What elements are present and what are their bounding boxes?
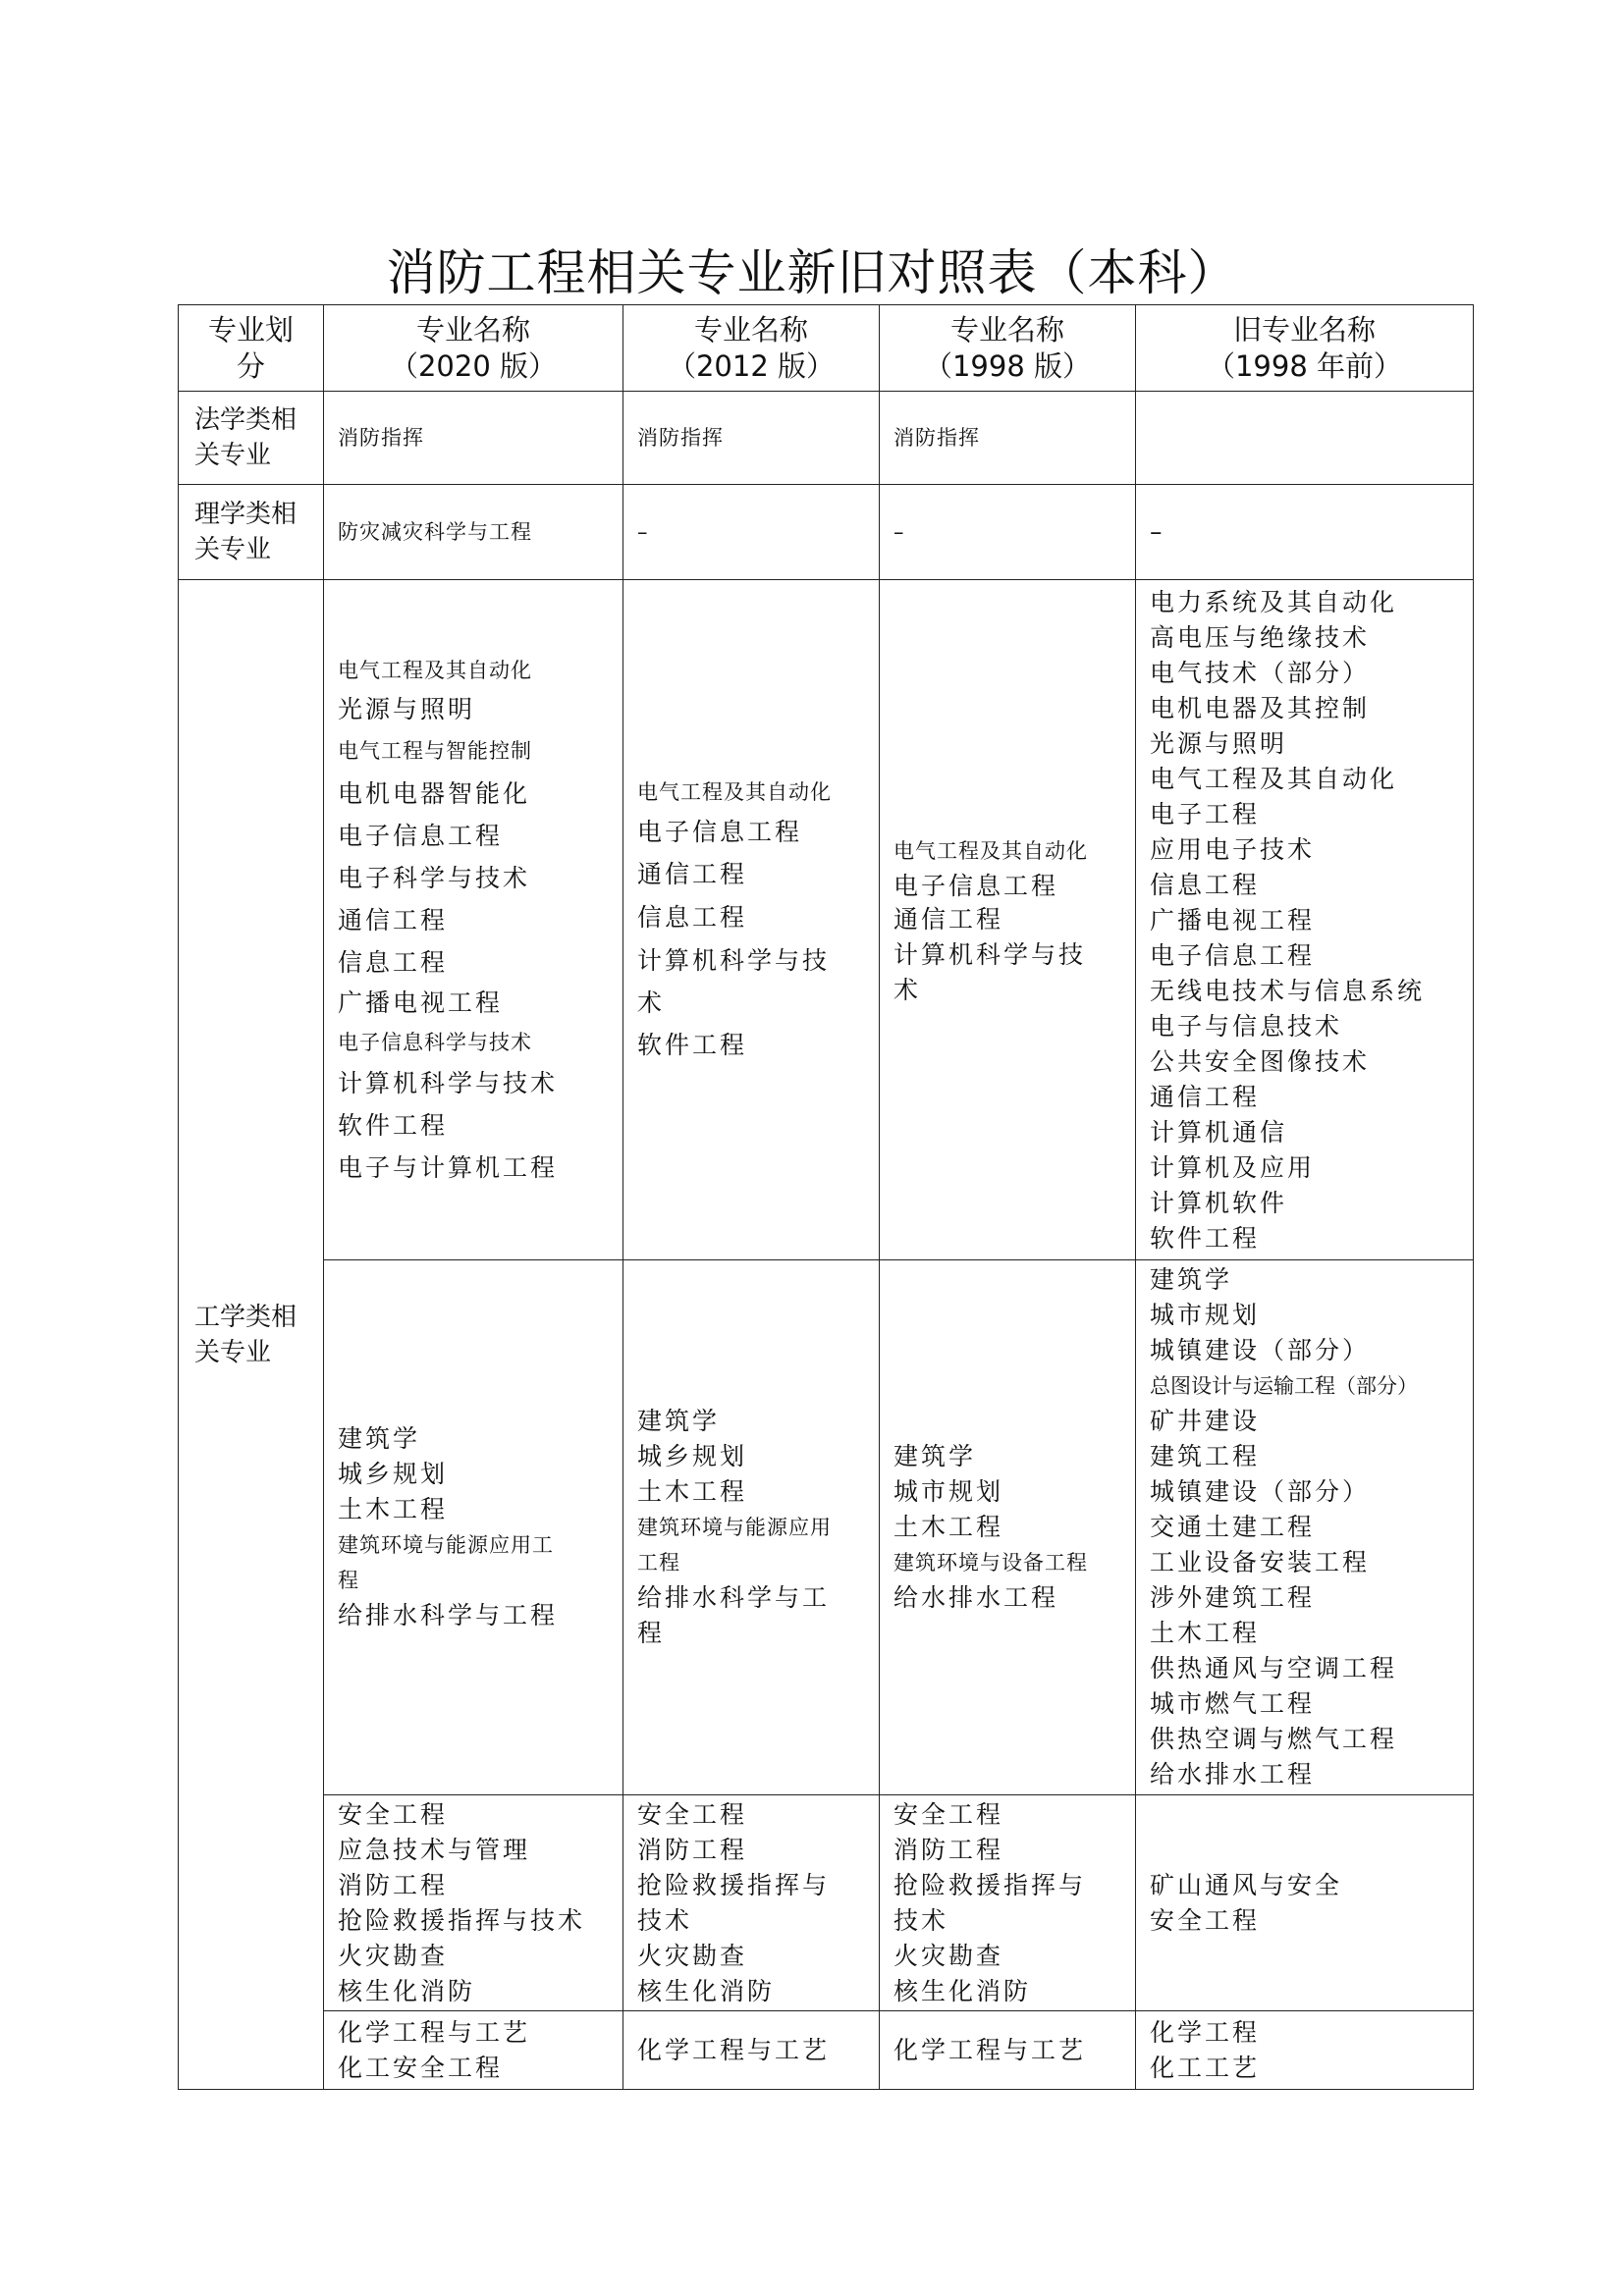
table-row-eng-electrical (179, 580, 1474, 1260)
major-name: 程 (637, 1619, 666, 1647)
major-name: 建筑学 (893, 1442, 977, 1470)
major-name: 抢险救援指挥与 (637, 1870, 831, 1899)
major-name: 建筑学 (338, 1424, 421, 1453)
header-1998-line: （1998 版） (923, 348, 1092, 383)
major-name: 城乡规划 (338, 1460, 449, 1488)
major-name: 计算机通信 (1150, 1118, 1288, 1147)
major-name: 火灾勘查 (338, 1941, 449, 1970)
major-name: 光源与照明 (338, 695, 476, 723)
cell-eng-safety-1998 (880, 1795, 1136, 2011)
major-name: 化学工程与工艺 (338, 2017, 531, 2047)
cell-eng-safety-2020 (324, 1795, 623, 2011)
header-2020-line: （2020 版） (389, 348, 558, 383)
header-2020-line: 专业名称 (415, 312, 530, 347)
major-name: 电子工程 (1150, 800, 1261, 828)
major-name: 程 (338, 1569, 359, 1592)
major-name: 城市规划 (893, 1477, 1004, 1506)
page-title: 消防工程相关专业新旧对照表（本科） (386, 244, 1238, 301)
major-name: 计算机科学与技 (637, 946, 831, 975)
category-line: 关专业 (194, 1337, 272, 1367)
major-name: 信息工程 (1150, 871, 1261, 899)
major-name: 电气工程及其自动化 (1150, 765, 1398, 793)
major-name: 消防指挥 (338, 426, 424, 450)
header-category-line: 专业划 (207, 312, 294, 347)
table-row-eng-civil (179, 1260, 1474, 1795)
header-1998 (880, 305, 1136, 392)
major-name: 给水排水工程 (1150, 1760, 1316, 1789)
major-name: 建筑学 (1150, 1265, 1233, 1294)
major-name: 抢险救援指挥与 (893, 1870, 1087, 1899)
header-old-line: 旧专业名称 (1232, 312, 1376, 347)
major-name: 消防指挥 (637, 426, 724, 450)
major-name: 矿井建设 (1150, 1407, 1261, 1435)
cell-eng-civil-1998 (880, 1260, 1136, 1795)
major-name: 术 (637, 988, 666, 1017)
category-line: 关专业 (194, 535, 272, 564)
major-name: 计算机科学与技 (893, 940, 1087, 969)
major-name: 供热通风与空调工程 (1150, 1654, 1398, 1682)
major-name: 矿山通风与安全 (1150, 1870, 1343, 1899)
major-name: 光源与照明 (1150, 729, 1288, 758)
major-name: 软件工程 (1150, 1224, 1261, 1253)
major-name: 土木工程 (637, 1477, 748, 1506)
major-name: 计算机软件 (1150, 1189, 1288, 1217)
header-old-line: （1998 年前） (1206, 348, 1403, 383)
cell-science-2020 (324, 485, 623, 580)
major-name: 建筑环境与能源应用 (637, 1516, 832, 1539)
major-name: – (1150, 517, 1165, 546)
major-name: 电子与计算机工程 (338, 1153, 559, 1182)
major-name: 城市规划 (1150, 1301, 1261, 1329)
major-name: 供热空调与燃气工程 (1150, 1725, 1398, 1753)
cell-eng-electrical-2020 (324, 580, 623, 1260)
major-name: 建筑环境与能源应用工 (338, 1533, 554, 1557)
category-law (179, 392, 324, 485)
major-name: 城乡规划 (637, 1442, 748, 1470)
category-line: 法学类相 (194, 405, 298, 435)
major-name: 消防工程 (338, 1870, 449, 1899)
major-name: 安全工程 (893, 1799, 1004, 1829)
major-name: 技术 (637, 1905, 693, 1935)
major-name: – (637, 520, 649, 544)
major-name: 防灾减灾科学与工程 (338, 520, 532, 544)
major-name: 化学工程 (1150, 2017, 1261, 2047)
major-name: 安全工程 (1150, 1905, 1261, 1935)
major-name: – (893, 520, 905, 544)
major-name: 火灾勘查 (637, 1941, 748, 1970)
major-name: 安全工程 (338, 1799, 449, 1829)
major-name: 电机电器智能化 (338, 779, 531, 808)
major-name: 核生化消防 (637, 1976, 776, 2005)
major-name: 技术 (893, 1905, 949, 1935)
major-name: 电气技术（部分） (1150, 659, 1371, 687)
cell-eng-safety-2012 (623, 1795, 880, 2011)
cell-law-1998 (880, 392, 1136, 485)
cell-science-1998 (880, 485, 1136, 580)
header-1998-line: 专业名称 (949, 312, 1064, 347)
cell-eng-chem-old (1136, 2011, 1474, 2090)
major-name: 软件工程 (338, 1111, 449, 1140)
header-row (179, 305, 1474, 392)
major-name: 电机电器及其控制 (1150, 694, 1371, 722)
table-row-science (179, 485, 1474, 580)
major-name: 电子信息工程 (1150, 941, 1316, 970)
major-name: 消防工程 (893, 1835, 1004, 1864)
major-name: 化工安全工程 (338, 2053, 504, 2082)
major-name: 电力系统及其自动化 (1150, 588, 1398, 616)
comparison-table (178, 304, 1474, 2090)
major-name: 软件工程 (637, 1031, 748, 1059)
major-name: 高电压与绝缘技术 (1150, 623, 1371, 652)
header-category-line: 分 (236, 348, 265, 383)
major-name: 城市燃气工程 (1150, 1689, 1316, 1718)
major-name: 城镇建设（部分） (1150, 1477, 1371, 1506)
major-name: 电气工程及其自动化 (637, 780, 832, 804)
major-name: 核生化消防 (893, 1976, 1032, 2005)
major-name: 给水排水工程 (893, 1583, 1059, 1612)
major-name: 广播电视工程 (338, 988, 504, 1017)
major-name: 通信工程 (338, 906, 449, 934)
cell-eng-chem-1998 (880, 2011, 1136, 2090)
major-name: 建筑学 (637, 1407, 721, 1435)
major-name: 工程 (637, 1551, 680, 1575)
major-name: 电子与信息技术 (1150, 1012, 1343, 1041)
major-name: 公共安全图像技术 (1150, 1047, 1371, 1076)
cell-eng-civil-2020 (324, 1260, 623, 1795)
major-name: 工业设备安装工程 (1150, 1548, 1371, 1576)
cell-eng-safety-old (1136, 1795, 1474, 2011)
major-name: 给排水科学与工程 (338, 1601, 559, 1629)
cell-eng-civil-old (1136, 1260, 1474, 1795)
cell-law-2020 (324, 392, 623, 485)
major-name: 无线电技术与信息系统 (1150, 977, 1426, 1005)
major-name: 电子信息工程 (338, 822, 504, 850)
major-name: 化学工程与工艺 (637, 2035, 831, 2064)
major-name: 抢险救援指挥与技术 (338, 1905, 586, 1935)
major-name: 建筑工程 (1150, 1442, 1261, 1470)
major-name: 广播电视工程 (1150, 906, 1316, 934)
major-name: 消防工程 (637, 1835, 748, 1864)
major-name: 电气工程与智能控制 (338, 739, 532, 763)
header-2012-line: 专业名称 (693, 312, 808, 347)
major-name: 电子信息科学与技术 (338, 1031, 532, 1054)
cell-eng-electrical-1998 (880, 580, 1136, 1260)
cell-eng-chem-2020 (324, 2011, 623, 2090)
major-name: 交通土建工程 (1150, 1513, 1316, 1541)
major-name: 应急技术与管理 (338, 1835, 531, 1864)
header-category (179, 305, 324, 392)
cell-eng-electrical-2012 (623, 580, 880, 1260)
major-name: 信息工程 (338, 948, 449, 977)
major-name: 消防指挥 (893, 426, 980, 450)
header-2012 (623, 305, 880, 392)
category-science (179, 485, 324, 580)
major-name: 化学工程与工艺 (893, 2035, 1087, 2064)
major-name: 电子科学与技术 (338, 864, 531, 892)
major-name: 化工工艺 (1150, 2053, 1261, 2082)
major-name: 计算机及应用 (1150, 1153, 1316, 1182)
category-line: 理学类相 (194, 500, 298, 529)
major-name: 土木工程 (1150, 1619, 1261, 1647)
major-name: 信息工程 (637, 903, 748, 932)
category-line: 工学类相 (194, 1302, 298, 1332)
major-name: 通信工程 (893, 905, 1004, 934)
major-name: 通信工程 (637, 860, 748, 888)
major-name: 给排水科学与工 (637, 1583, 831, 1612)
major-name: 核生化消防 (338, 1976, 476, 2005)
major-name: 火灾勘查 (893, 1941, 1004, 1970)
category-engineering (179, 580, 324, 2090)
major-name: 总图设计与运输工程（部分） (1150, 1374, 1418, 1398)
major-name: 安全工程 (637, 1799, 748, 1829)
major-name: 应用电子技术 (1150, 835, 1316, 864)
major-name: 城镇建设（部分） (1150, 1336, 1371, 1364)
major-name: 涉外建筑工程 (1150, 1583, 1316, 1612)
header-2012-line: （2012 版） (667, 348, 836, 383)
cell-law-2012 (623, 392, 880, 485)
major-name: 建筑环境与设备工程 (893, 1551, 1088, 1575)
major-name: 电气工程及其自动化 (893, 839, 1088, 863)
major-name: 土木工程 (338, 1495, 449, 1523)
major-name: 电气工程及其自动化 (338, 659, 532, 682)
major-name: 术 (893, 976, 922, 1004)
major-name: 计算机科学与技术 (338, 1069, 559, 1097)
category-line: 关专业 (194, 441, 272, 470)
cell-law-old (1136, 392, 1474, 485)
major-name: 电子信息工程 (637, 818, 803, 846)
header-2020 (324, 305, 623, 392)
major-name: 土木工程 (893, 1513, 1004, 1541)
major-name: 电子信息工程 (893, 872, 1059, 900)
cell-science-old (1136, 485, 1474, 580)
cell-eng-electrical-old (1136, 580, 1474, 1260)
cell-eng-civil-2012 (623, 1260, 880, 1795)
table-row-eng-chem (179, 2011, 1474, 2090)
header-old (1136, 305, 1474, 392)
cell-science-2012 (623, 485, 880, 580)
cell-eng-chem-2012 (623, 2011, 880, 2090)
table-row-law (179, 392, 1474, 485)
major-name: 通信工程 (1150, 1083, 1261, 1111)
table-row-eng-safety (179, 1795, 1474, 2011)
